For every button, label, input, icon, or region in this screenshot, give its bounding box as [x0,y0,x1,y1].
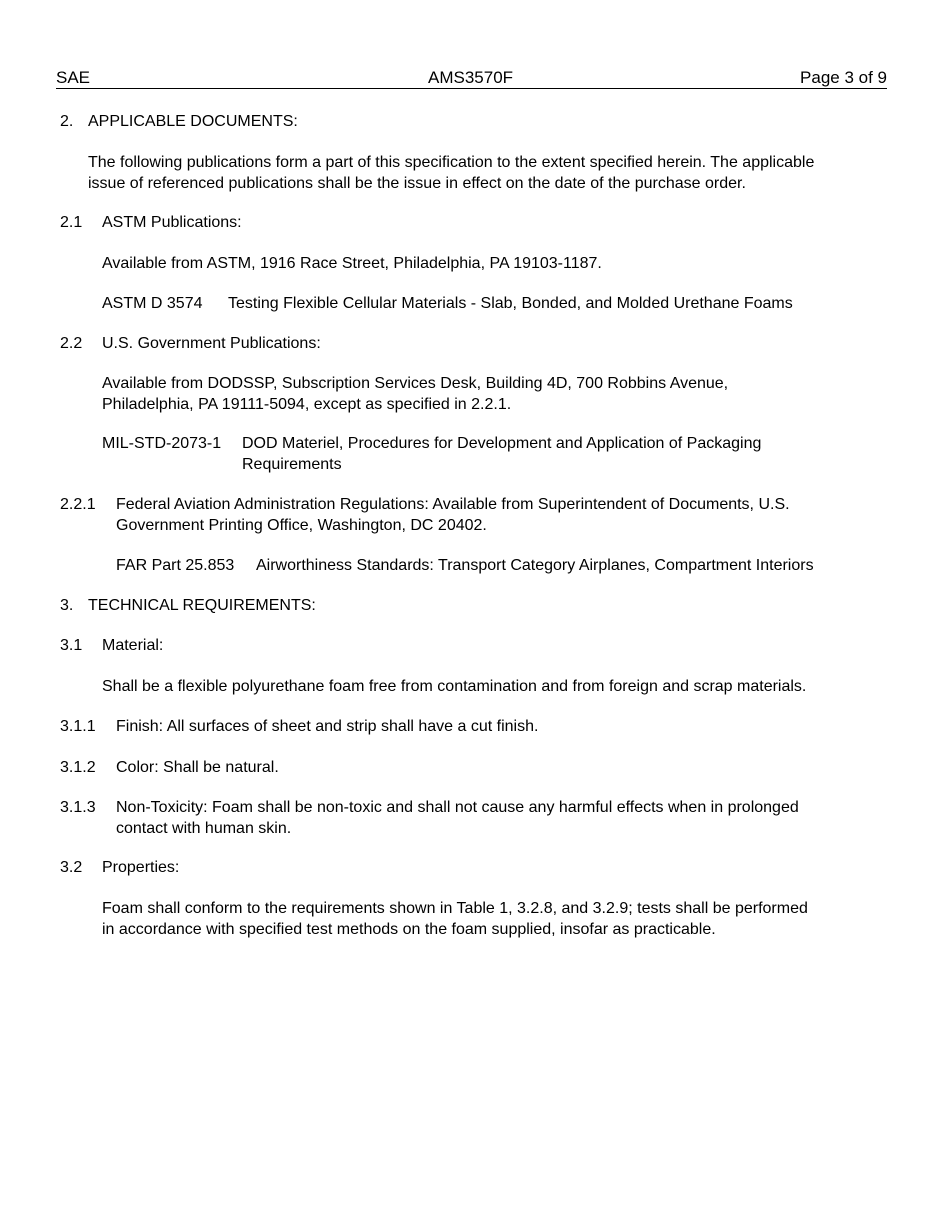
section-3-2-text-line-1: Foam shall conform to the requirements shown in Table 1, 3.2.8, and 3.2.9; tests shall be performed [102,900,808,917]
section-2-2-1-text-line-2: Government Printing Office, Washington, DC 20402. [116,516,487,534]
section-2-2-title: U.S. Government Publications: [102,335,321,352]
section-2-2-1-text-line-1: Federal Aviation Administration Regulations: Available from Superintendent of Documents, U.S. [116,496,790,513]
section-3-1-3-text [116,798,799,839]
section-3-1-3-text-line-2: contact with human skin. [116,819,292,837]
section-3-1-2-number: 3.1.2 [60,759,96,776]
section-2-2-availability [102,374,728,415]
section-2-paragraph-line-2: issue of referenced publications shall be the issue in effect on the date of the purchase order. [88,174,746,192]
mil-std-reference-id: MIL-STD-2073-1 [102,435,222,452]
section-3-1-3-text-line-1: Non-Toxicity: Foam shall be non-toxic and shall not cause any harmful effects when in prolonged [116,799,799,816]
section-2-number: 2. [60,113,74,130]
astm-reference-id: ASTM D 3574 [102,295,203,312]
header-doc-id: AMS3570F [428,68,514,87]
section-3-1-3-number: 3.1.3 [60,799,96,816]
mil-std-reference-title-line-2: Requirements [242,455,342,473]
page-header [56,68,887,89]
section-2-2-1-number: 2.2.1 [60,496,96,513]
section-2-2-availability-line-2: Philadelphia, PA 19111-5094, except as specified in 2.2.1. [102,395,512,413]
section-2-1-title: ASTM Publications: [102,214,242,231]
section-2-2-availability-line-1: Available from DODSSP, Subscription Services Desk, Building 4D, 700 Robbins Avenue, [102,375,729,392]
section-2-2-number: 2.2 [60,335,83,352]
section-2-2-1-text [116,495,790,536]
header-org: SAE [56,68,91,87]
section-3-1-1-number: 3.1.1 [60,718,96,735]
section-3-2-text-line-2: in accordance with specified test methods on the foam supplied, insofar as practicable. [102,920,716,938]
far-reference-id: FAR Part 25.853 [116,557,235,574]
section-2-paragraph [88,153,814,194]
section-3-2-title: Properties: [102,859,180,876]
mil-std-reference-title [242,434,761,475]
section-3-1-text: Shall be a flexible polyurethane foam free from contamination and from foreign and scrap materials. [102,678,807,695]
section-2-1-availability: Available from ASTM, 1916 Race Street, Philadelphia, PA 19103-1187. [102,255,602,272]
mil-std-reference-title-line-1: DOD Materiel, Procedures for Development and Application of Packaging [242,435,762,452]
section-3-title: TECHNICAL REQUIREMENTS: [88,597,316,614]
far-reference-title: Airworthiness Standards: Transport Category Airplanes, Compartment Interiors [256,557,814,574]
astm-reference-title: Testing Flexible Cellular Materials - Slab, Bonded, and Molded Urethane Foams [228,295,793,312]
section-2-1-number: 2.1 [60,214,83,231]
section-3-1-2-text: Color: Shall be natural. [116,759,279,776]
section-3-number: 3. [60,597,74,614]
section-3-1-1-text: Finish: All surfaces of sheet and strip shall have a cut finish. [116,718,539,735]
section-3-1-number: 3.1 [60,637,83,654]
section-3-2-number: 3.2 [60,859,83,876]
section-2-paragraph-line-1: The following publications form a part of this specification to the extent specified herein. The applicable [88,154,815,171]
section-2-title: APPLICABLE DOCUMENTS: [88,113,298,130]
section-3-1-title: Material: [102,637,164,654]
section-3-2-text [102,899,808,940]
header-page-number: Page 3 of 9 [800,68,887,87]
